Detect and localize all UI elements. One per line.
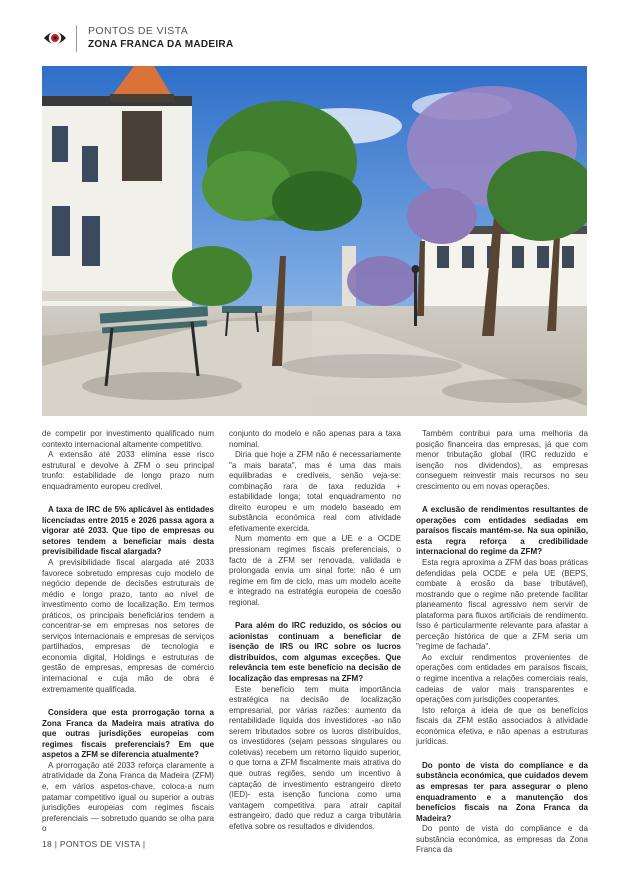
paragraph: Ao excluir rendimentos provenientes de operações com entidades em paraísos fiscais, o regime incentiva a relações comerciais reais, cadeias de valor mais transparentes e operações com jurisdições cooperantes. (416, 652, 588, 705)
interview-question: Para além do IRC reduzido, os sócios ou acionistas continuam a beneficiar de isenção de IRS ou IRC sobre os lucros distribuídos, com algumas exceções. Que relevância tem este benefício na decisão de localização das empresas na ZFM? (229, 621, 401, 684)
paragraph: Num momento em que a UE e a OCDE pressionam regimes fiscais preferenciais, o facto de a ZFM ser renovada, validada e prolongada envia um sinal forte: não é um regime em fim de ciclo, mas um modelo aceite e integrado na estratégia europeia de coesão regional. (229, 534, 401, 607)
header-divider (76, 25, 77, 52)
funchal-square-photo (42, 66, 587, 416)
paragraph: Esta regra aproxima a ZFM das boas práticas defendidas pela OCDE e pela UE (BEPS, combate à erosão da base tributável), mostrando que o regime não pretende facilitar planeamento fiscal agressivo nem servir de plataforma para fluxos artificiais de rendimento. Isso é particularmente relevante para afastar a perceção histórica de que a ZFM seria um "regime de fachada". (416, 558, 588, 652)
text-column-2 (229, 429, 401, 832)
interview-question: Considera que esta prorrogação torna a Zona Franca da Madeira mais atrativa do que outras jurisdições europeias com regimes fiscais preferenciais? Em que aspetos a ZFM se diferencia atualmente? (42, 708, 214, 760)
paragraph: Diria que hoje a ZFM não é necessariamente "a mais barata", mas é uma das mais equilibradas e credíveis, senão veja-se: combinação rara de taxa reduzida + estabilidade longa; total enquadramento no direito europeu e um modelo baseado em substância económica real com atividade efetivamente exercida. (229, 450, 401, 533)
footer-separator: | (54, 839, 58, 849)
paragraph: Também contribui para uma melhoria da posição financeira das empresas, já que com menor tributação global (IRC reduzido e isenção nos dividendos), as empresas conseguem reinvestir mais recursos no seu crescimento ou em novas operações. (416, 429, 588, 491)
paragraph: Isto reforça a ideia de que os benefícios fiscais da ZFM estão associados à atividade económica efetiva, e não apenas a estruturas jurídicas. (416, 705, 588, 747)
paragraph: A previsibilidade fiscal alargada até 2033 favorece sobretudo empresas cujo modelo de negócio depende de decisões estruturais de médio e longo prazo, tanto ao nível de investimento como de localização. Em termos práticos, os principais beneficiários tendem a concentrar-se em empresas nos setores de serviços internacionais e empresas de serviços partilhados, empresas de tecnologia e economia digital, Holdings e estruturas de gestão de empresas, empresas de comércio internacional e cuja mão de obra é extremamente qualificada. (42, 558, 214, 694)
paragraph: de competir por investimento qualificado num contexto internacional altamente competitivo. (42, 429, 214, 449)
interview-question: Do ponto de vista do compliance e da substância económica, que cuidados devem as empresas ter para assegurar o pleno enquadramento e a manutenção dos benefícios fiscais na Zona Franca da Madeira? (416, 760, 588, 823)
page-footer (42, 839, 145, 849)
interview-question: A exclusão de rendimentos resultantes de operações com entidades sediadas em paraísos fiscais mantém-se. Na sua opinião, esta regra reforça a credibilidade internacional do regime da ZFM? (416, 505, 588, 557)
page-title: ZONA FRANCA DA MADEIRA (88, 39, 234, 50)
footer-section: PONTOS DE VISTA (59, 839, 141, 849)
paragraph: conjunto do modelo e não apenas para a taxa nominal. (229, 429, 401, 449)
paragraph: Este benefício tem muita importância estratégica na decisão de localização empresarial, por várias razões: aumento da rentabilidade líquida dos investidores -ao não serem tributados sobre os lucros distribuídos, os investidores (sejam pessoas singulares ou coletivas) recebem um retorno líquido superior, o que torna a ZFM fiscalmente mais atrativa do que outras regiões, sendo um incentivo à captação de investimento estrangeiro direto (IED)- esta isenção funciona como uma vantagem competitiva para atrair capital estrangeiro, dado que reduz a carga tributária efetiva sobre os resultados e dividendos. (229, 684, 401, 831)
paragraph: A prorrogação até 2033 reforça claramente a atratividade da Zona Franca da Madeira (ZFM) e, em vários aspetos-chave, coloca-a num patamar competitivo igual ou superior a outras jurisdições europeias com regimes fiscais preferenciais — sobretudo quando se olha para o (42, 760, 214, 834)
eye-logo-icon (42, 25, 68, 51)
paragraph: A extensão até 2033 elimina esse risco estrutural e devolve à ZFM o seu principal trunfo: estabilidade de longo prazo num enquadramento europeu credível. (42, 450, 214, 491)
paragraph: Do ponto de vista do compliance e da substância económica, as empresas da Zona Franca da (416, 824, 588, 855)
text-column-3 (416, 429, 588, 856)
text-column-1 (42, 429, 214, 835)
page-header (42, 22, 587, 56)
section-label: PONTOS DE VISTA (88, 25, 189, 37)
interview-question: A taxa de IRC de 5% aplicável às entidades licenciadas entre 2015 e 2026 passa agora a vigorar até 2033. Que tipo de empresas ou setores tendem a beneficiar mais desta previsibilidade fiscal alargada? (42, 505, 214, 557)
page-number: 18 (42, 839, 53, 849)
footer-trailing-separator: | (142, 839, 146, 849)
